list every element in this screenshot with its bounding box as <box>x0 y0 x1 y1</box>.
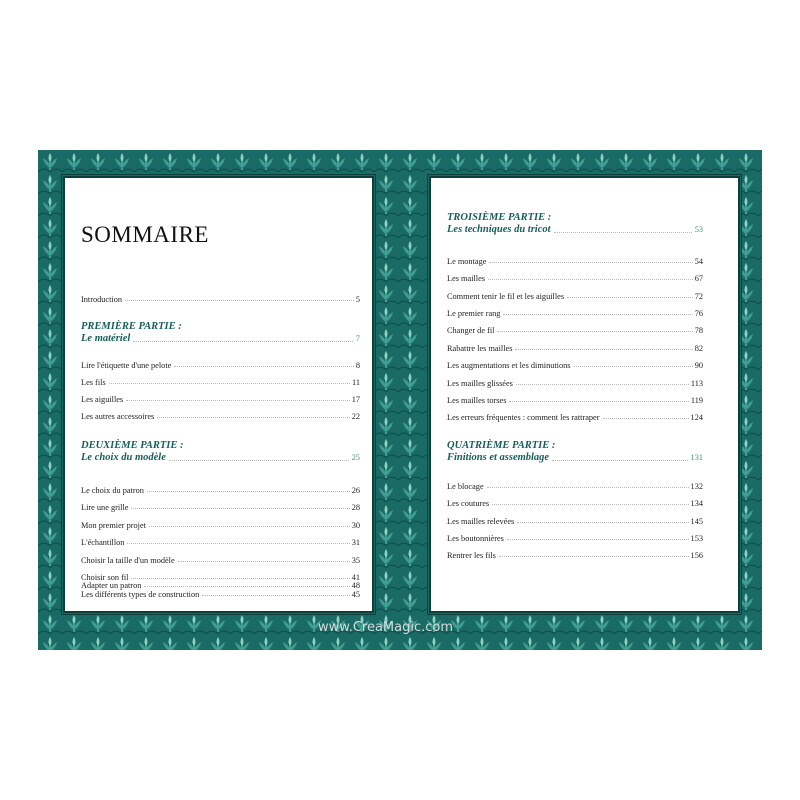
toc-entry <box>81 518 360 530</box>
toc-entry <box>447 496 703 508</box>
toc-entry-page: 76 <box>694 309 703 318</box>
toc-entry-page: 67 <box>694 274 703 283</box>
toc-entry <box>81 500 360 512</box>
toc-entry <box>447 548 703 560</box>
toc-entry <box>447 479 703 491</box>
toc-entry <box>447 254 703 266</box>
toc-entry-page: 132 <box>690 482 703 491</box>
toc-entry-page: 113 <box>690 379 703 388</box>
dot-leader <box>174 366 354 367</box>
toc-entry-page: 48 <box>351 581 360 590</box>
toc-entry-label: Mon premier projet <box>81 521 146 530</box>
dot-leader <box>497 331 692 332</box>
part-label: QUATRIÈME PARTIE : <box>447 440 556 451</box>
toc-entry-page: 156 <box>690 551 703 560</box>
dot-leader <box>127 543 349 544</box>
toc-entry-page: 124 <box>690 413 703 422</box>
toc-entry-label: Adapter un patron <box>81 581 142 590</box>
part-subtitle: Les techniques du tricot <box>447 224 551 235</box>
toc-entry-page: 31 <box>351 538 360 547</box>
dot-leader <box>109 383 350 384</box>
toc-entry-label: Les fils <box>81 378 106 387</box>
part-page: 131 <box>690 453 703 462</box>
toc-entry-page: 45 <box>351 590 360 599</box>
toc-entry <box>447 376 703 388</box>
dot-leader <box>554 232 692 233</box>
dot-leader <box>517 522 688 523</box>
part-subtitle: Finitions et assemblage <box>447 452 550 463</box>
dot-leader <box>489 262 692 263</box>
toc-entry-page: 35 <box>351 556 360 565</box>
part-subtitle: Le matériel <box>81 333 131 344</box>
book-spread <box>38 150 762 650</box>
toc-entry-label: Les coutures <box>447 499 490 508</box>
part-page: 53 <box>694 225 703 234</box>
dot-leader <box>515 349 692 350</box>
part-heading-4 <box>447 440 703 464</box>
toc-entry-page: 90 <box>694 361 703 370</box>
part-page: 7 <box>355 334 360 343</box>
page-title: SOMMAIRE <box>81 222 209 247</box>
part-label: TROISIÈME PARTIE : <box>447 212 552 223</box>
dot-leader <box>603 418 689 419</box>
dot-leader <box>131 508 349 509</box>
toc-entry-page: 54 <box>694 257 703 266</box>
toc-entry-label: Lire l'étiquette d'une pelote <box>81 361 172 370</box>
toc-entry <box>447 514 703 526</box>
toc-entry-page: 72 <box>694 292 703 301</box>
part-subtitle: Le choix du modèle <box>81 452 166 463</box>
toc-entry <box>81 392 360 404</box>
toc-entry-label: Rabattre les mailles <box>447 344 513 353</box>
toc-entry <box>447 306 703 318</box>
toc-entry-label: Lire une grille <box>81 503 129 512</box>
toc-entry-page: 119 <box>690 396 703 405</box>
dot-leader <box>125 300 354 301</box>
dot-leader <box>567 297 693 298</box>
dot-leader <box>516 384 689 385</box>
part-page: 25 <box>351 453 360 462</box>
dot-leader <box>157 417 349 418</box>
toc-entry-label: L'échantillon <box>81 538 125 547</box>
toc-entry-label: Le montage <box>447 257 487 266</box>
toc-entry-page: 5 <box>355 295 360 304</box>
toc-entry-label: Le choix du patron <box>81 486 144 495</box>
part-heading-1 <box>81 321 360 345</box>
toc-entry-label: Rentrer les fils <box>447 551 496 560</box>
dot-leader <box>487 487 689 488</box>
dot-leader <box>202 595 349 596</box>
dot-leader <box>509 401 688 402</box>
dot-leader <box>133 341 353 342</box>
toc-entry-label: Les mailles torses <box>447 396 507 405</box>
toc-entry-label: Choisir son fil <box>81 573 129 582</box>
toc-entry-label: Comment tenir le fil et les aiguilles <box>447 292 565 301</box>
toc-entry <box>81 375 360 387</box>
toc-entry <box>81 553 360 565</box>
dot-leader <box>499 556 689 557</box>
toc-entry <box>447 289 703 301</box>
toc-entry-label: Le blocage <box>447 482 484 491</box>
toc-entry-introduction <box>81 292 360 304</box>
toc-entry-page: 17 <box>351 395 360 404</box>
toc-entry <box>447 271 703 283</box>
dot-leader <box>147 491 350 492</box>
toc-entry-label: Le premier rang <box>447 309 501 318</box>
watermark: www.CreaMagic.com <box>318 620 454 635</box>
dot-leader <box>144 586 349 587</box>
toc-entry-page: 153 <box>690 534 703 543</box>
toc-entry <box>81 409 360 421</box>
toc-entry-label: Les différents types de construction <box>81 590 200 599</box>
dot-leader <box>503 314 692 315</box>
toc-entry-label: Les mailles <box>447 274 486 283</box>
dot-leader <box>149 526 350 527</box>
part-label: PREMIÈRE PARTIE : <box>81 321 182 332</box>
dot-leader <box>552 460 687 461</box>
dot-leader <box>126 400 350 401</box>
toc-entry-page: 41 <box>351 573 360 582</box>
toc-entry <box>81 535 360 547</box>
toc-entry-page: 22 <box>351 412 360 421</box>
toc-entry-page: 8 <box>355 361 360 370</box>
toc-entry <box>447 531 703 543</box>
toc-entry-label: Les mailles glissées <box>447 379 513 388</box>
toc-entry-label: Les autres accessoires <box>81 412 155 421</box>
toc-entry-page: 26 <box>351 486 360 495</box>
dot-leader <box>169 460 349 461</box>
toc-entry <box>447 323 703 335</box>
toc-entry-label: Les mailles relevées <box>447 517 515 526</box>
part-heading-2 <box>81 440 360 464</box>
toc-entry-label: Les augmentations et les diminutions <box>447 361 571 370</box>
toc-entry-label: Changer de fil <box>447 326 495 335</box>
part-label: DEUXIÈME PARTIE : <box>81 440 184 451</box>
toc-entry-page: 134 <box>690 499 703 508</box>
dot-leader <box>492 504 688 505</box>
left-page <box>65 178 372 611</box>
toc-entry <box>447 393 703 405</box>
dot-leader <box>178 561 350 562</box>
toc-entry-page: 28 <box>351 503 360 512</box>
toc-entry <box>81 358 360 370</box>
toc-entry-label: Les boutonnières <box>447 534 504 543</box>
part-heading-3 <box>447 212 703 236</box>
dot-leader <box>488 279 693 280</box>
toc-entry <box>81 483 360 495</box>
toc-entry <box>447 410 703 422</box>
dot-leader <box>507 539 689 540</box>
toc-entry-label: Choisir la taille d'un modèle <box>81 556 175 565</box>
toc-entry-label: Introduction <box>81 295 123 304</box>
toc-entry <box>447 358 703 370</box>
toc-entry <box>81 578 360 590</box>
toc-entry-page: 82 <box>694 344 703 353</box>
toc-entry <box>447 341 703 353</box>
dot-leader <box>574 366 693 367</box>
toc-entry-label: Les aiguilles <box>81 395 124 404</box>
right-page <box>431 178 738 611</box>
toc-entry-page: 78 <box>694 326 703 335</box>
toc-entry-page: 11 <box>352 378 360 387</box>
toc-entry-page: 145 <box>690 517 703 526</box>
toc-entry-page: 30 <box>351 521 360 530</box>
toc-entry-label: Les erreurs fréquentes : comment les rattraper <box>447 413 600 422</box>
